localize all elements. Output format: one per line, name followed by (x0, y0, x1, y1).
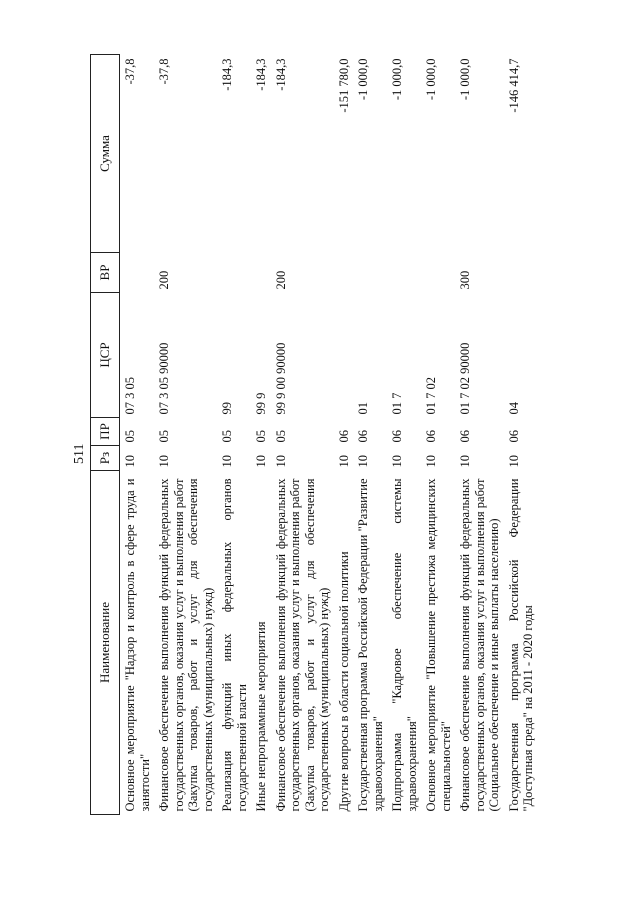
row-vr: 200 (157, 270, 171, 290)
table-row (421, 55, 455, 815)
row-rz: 10 (220, 455, 234, 468)
row-vr (504, 253, 538, 293)
table-row (334, 55, 354, 815)
row-name: Подпрограмма "Кадровое обеспечение системы здравоохранения" (390, 478, 419, 812)
row-name: Финансовое обеспечение выполнения функций федеральных государственных органов, оказания услуг и выполнения работ (Закупка товаров, работ и услуг для обеспечения государственных (муниципальных) нужд) (157, 478, 215, 812)
row-pr: 06 (336, 430, 351, 443)
row-vr (251, 253, 271, 293)
table-row (387, 55, 421, 815)
row-name: Другие вопросы в области социальной политики (336, 551, 351, 812)
row-sum: -146 414,7 (506, 58, 521, 113)
row-csr: 01 7 02 (424, 377, 438, 415)
row-sum: -184,3 (220, 58, 234, 91)
header-csr: ЦСР (91, 293, 120, 418)
row-vr (334, 253, 354, 293)
row-rz: 10 (506, 455, 521, 468)
row-sum: -37,8 (157, 58, 171, 85)
row-sum: -1 000,0 (390, 58, 404, 101)
row-vr (120, 253, 155, 293)
row-rz: 10 (356, 455, 370, 468)
table-row (353, 55, 387, 815)
row-csr: 07 3 05 (123, 377, 137, 415)
row-name: Финансовое обеспечение выполнения функций федеральных государственных органов, оказания услуг и выполнения работ (Закупка товаров, работ и услуг для обеспечения государственных (муниципальных) нужд) (273, 478, 331, 812)
row-sum: -151 780,0 (336, 58, 351, 113)
row-sum: -1 000,0 (424, 58, 438, 101)
row-sum: -184,3 (254, 58, 268, 91)
row-csr: 01 7 (390, 392, 404, 415)
row-pr: 06 (390, 430, 404, 443)
row-csr: 99 (220, 402, 234, 415)
row-csr: 07 3 05 90000 (157, 342, 171, 415)
row-name: Основное мероприятие "Надзор и контроль в сфере труда и занятости" (123, 478, 152, 812)
header-vr: ВР (91, 253, 120, 293)
table-row (217, 55, 251, 815)
row-csr: 01 (356, 402, 370, 415)
row-name: Реализация функций иных федеральных органов государственной власти (220, 478, 249, 812)
header-name: Наименование (91, 471, 120, 815)
row-pr: 05 (273, 430, 288, 443)
row-sum: -1 000,0 (458, 58, 472, 101)
table-header-row (91, 55, 120, 815)
row-vr: 300 (458, 270, 472, 290)
row-vr (217, 253, 251, 293)
row-name: Государственная программа Российской Федерации "Доступная среда" на 2011 - 2020 годы (506, 478, 535, 812)
row-csr: 04 (506, 402, 521, 415)
row-pr: 05 (157, 430, 171, 443)
header-sum: Сумма (91, 55, 120, 253)
row-csr: 01 7 02 90000 (458, 342, 472, 415)
row-rz: 10 (424, 455, 438, 468)
header-rz: Рз (91, 446, 120, 471)
table-row (504, 55, 538, 815)
row-rz: 10 (458, 455, 472, 468)
row-rz: 10 (336, 455, 351, 468)
row-pr: 06 (506, 430, 521, 443)
row-csr (334, 293, 354, 418)
row-vr (353, 253, 387, 293)
header-pr: ПР (91, 418, 120, 446)
row-rz: 10 (390, 455, 404, 468)
row-rz: 10 (273, 455, 288, 468)
row-vr (387, 253, 421, 293)
row-pr: 06 (458, 430, 472, 443)
row-sum: -1 000,0 (356, 58, 370, 101)
row-pr: 06 (356, 430, 370, 443)
row-vr: 200 (273, 270, 288, 290)
table-row (271, 55, 334, 815)
table-row (455, 55, 504, 815)
row-vr (421, 253, 455, 293)
table-row (154, 55, 217, 815)
row-pr: 05 (220, 430, 234, 443)
table-row (251, 55, 271, 815)
table-row (120, 55, 155, 815)
row-csr: 99 9 (254, 392, 268, 415)
row-sum: -37,8 (123, 58, 137, 85)
row-name: Государственная программа Российской Федерации "Развитие здравоохранения" (356, 478, 385, 812)
row-pr: 05 (123, 430, 137, 443)
row-name: Иные непрограммные мероприятия (254, 621, 268, 812)
row-name: Основное мероприятие "Повышение престижа медицинских специальностей" (424, 478, 453, 812)
row-pr: 06 (424, 430, 438, 443)
row-sum: -184,3 (273, 58, 288, 91)
row-rz: 10 (123, 455, 137, 468)
row-csr: 99 9 00 90000 (273, 342, 288, 415)
row-pr: 05 (254, 430, 268, 443)
budget-table (90, 54, 538, 815)
row-rz: 10 (254, 455, 268, 468)
page-number: 511 (72, 443, 87, 464)
row-name: Финансовое обеспечение выполнения функций федеральных государственных органов, оказания услуг и выполнения работ (Социальное обеспечение и иные выплаты населению) (458, 478, 501, 812)
row-rz: 10 (157, 455, 171, 468)
